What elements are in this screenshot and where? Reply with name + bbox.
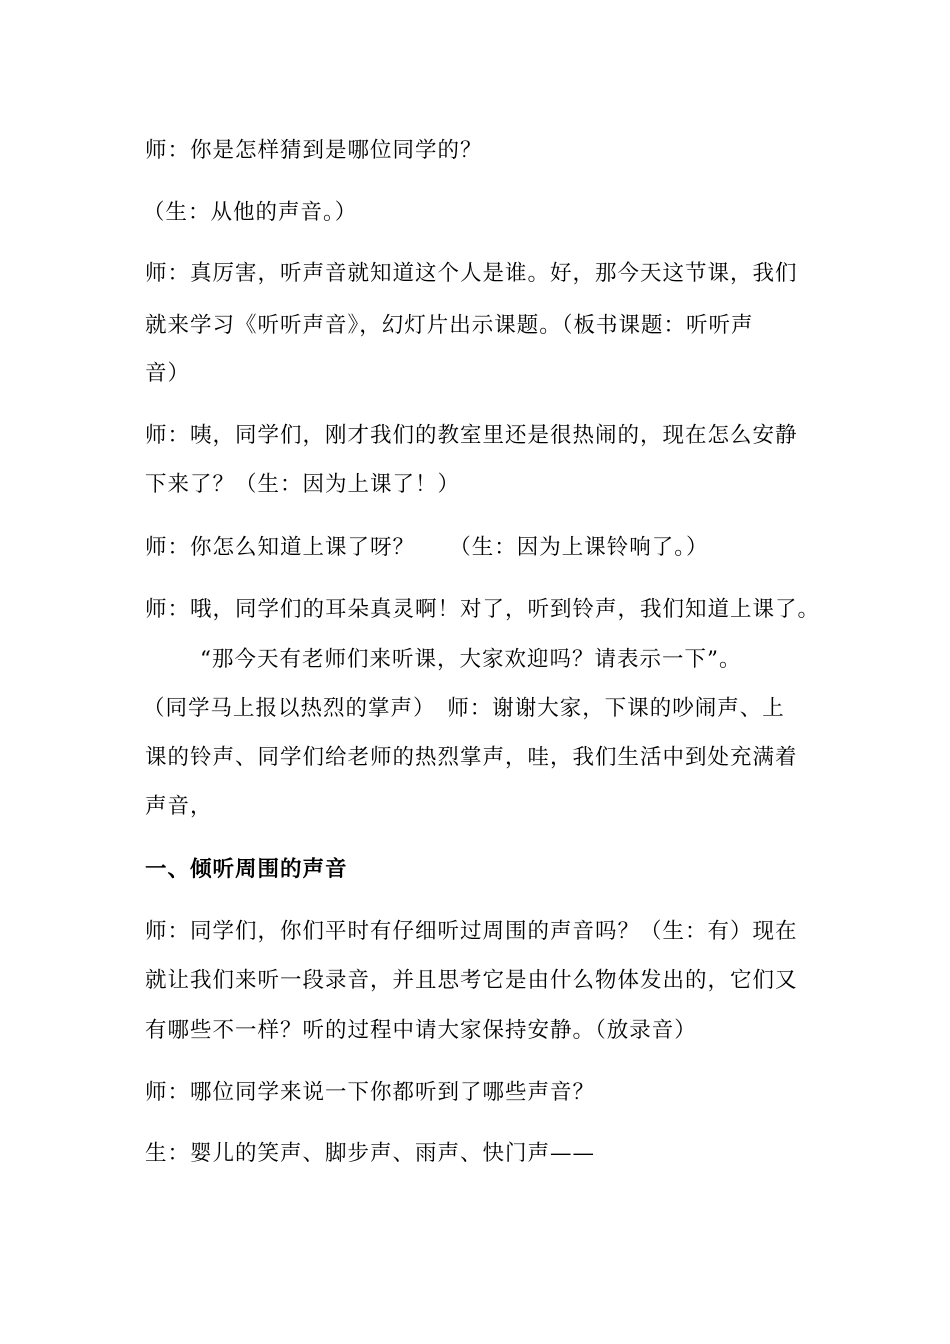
paragraph-line: 师：真厉害，听声音就知道这个人是谁。好，那今天这节课，我们 [145,261,798,286]
paragraph-line: 就让我们来听一段录音，并且思考它是由什么物体发出的，它们又 [145,968,798,993]
paragraph-line: 师：哪位同学来说一下你都听到了哪些声音？ [145,1080,596,1105]
paragraph-line: 师：你怎么知道上课了呀？ （生：因为上课铃响了。） [145,535,709,560]
paragraph-line: 课的铃声、同学们给老师的热烈掌声，哇，我们生活中到处充满着 [145,745,798,770]
section-heading: 一、倾听周围的声音 [145,857,348,882]
paragraph-line: 师：哦，同学们的耳朵真灵啊！对了，听到铃声，我们知道上课了。 [145,597,821,622]
paragraph-line: 音） [145,361,191,386]
paragraph-line: 师：咦，同学们，刚才我们的教室里还是很热闹的，现在怎么安静 [145,423,798,448]
paragraph-line: （生：从他的声音。） [143,200,358,225]
paragraph-line: 有哪些不一样？听的过程中请大家保持安静。（放录音） [145,1018,697,1043]
paragraph-line: 就来学习《听听声音》，幻灯片出示课题。（板书课题：听听声 [145,313,754,338]
paragraph-line: 师：你是怎样猜到是哪位同学的？ [145,138,483,163]
paragraph-line: 师：同学们，你们平时有仔细听过周围的声音吗？（生：有）现在 [145,919,798,944]
paragraph-line: （同学马上报以热烈的掌声） 师：谢谢大家，下课的吵闹声、上 [143,696,785,721]
paragraph-line: 生：婴儿的笑声、脚步声、雨声、快门声—— [145,1141,596,1166]
paragraph-line: 下来了？（生：因为上课了！） [145,472,461,497]
paragraph-line: 声音， [145,794,213,819]
paragraph-line: “那今天有老师们来听课，大家欢迎吗？请表示一下”。 [200,647,742,672]
